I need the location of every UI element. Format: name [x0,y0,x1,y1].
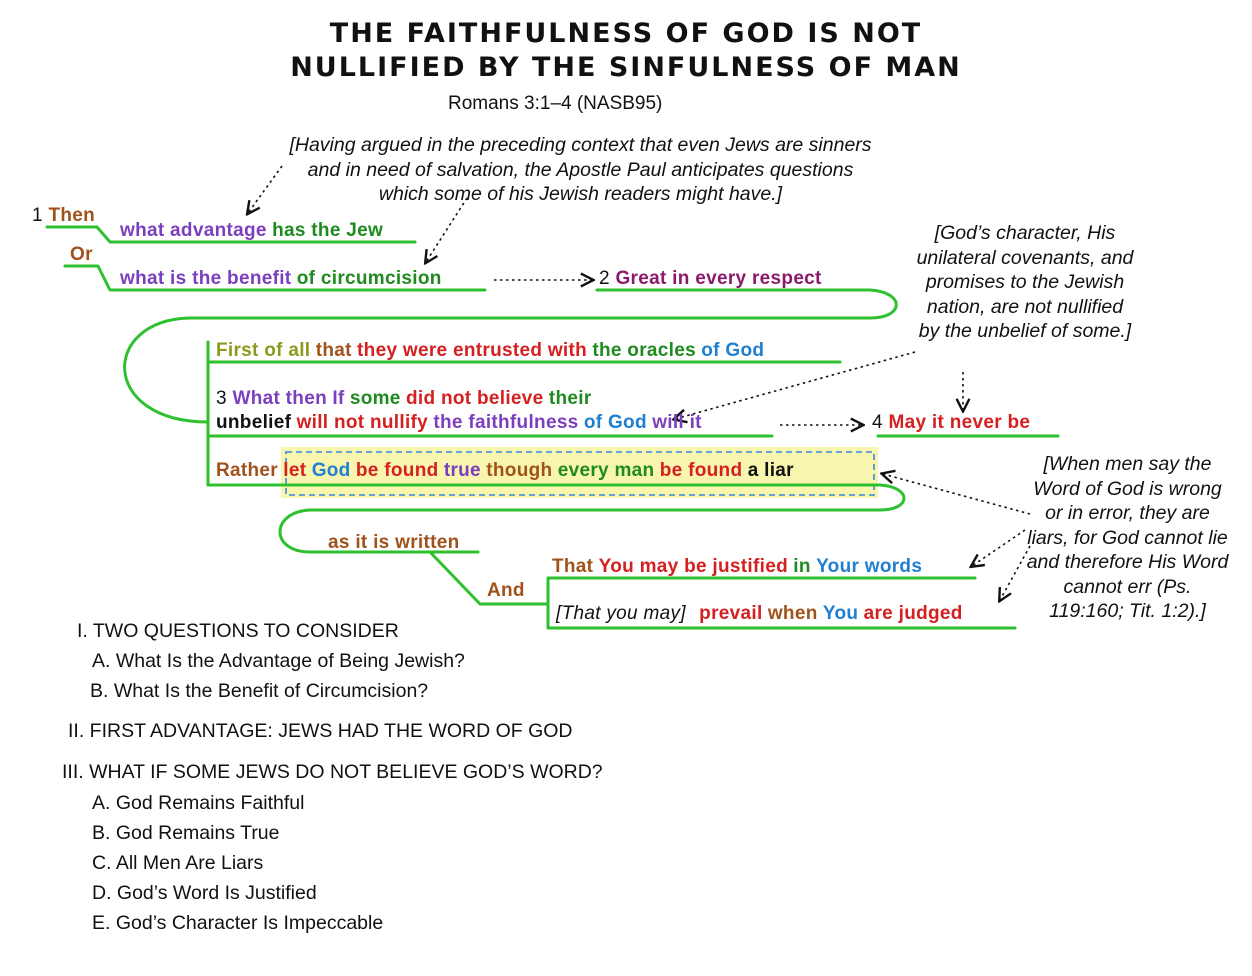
phrase: the oracles [592,340,696,361]
phrase: prevail [699,603,763,624]
phrase: in [793,556,811,577]
justified-line [552,556,922,578]
phrase: be found [659,460,743,481]
phrase: they were entrusted with [357,340,588,361]
verse-3-line-1 [216,388,592,410]
phrase: God [311,460,351,481]
phrase: be found [355,460,439,481]
word-or: Or [70,244,93,265]
phrase: unbelief [216,412,292,433]
phrase: will it [652,412,702,433]
phrase: true [443,460,481,481]
phrase: every man [557,460,655,481]
phrase: a liar [747,460,794,481]
word-then: Then [48,205,96,226]
outline-iii-d: D. God’s Word Is Justified [92,882,317,904]
verse-number-1: 1 [32,205,43,226]
phrase: First of all [216,340,311,361]
note-word: [When men say the Word of God is wrong or in error, they are liars, for God cannot lie and therefore His Word cannot err (Ps. 119:160; Tit. 1:2).] [1026,453,1229,622]
note-intro: [Having argued in the preceding context that even Jews are sinners and in need of salvation, the Apostle Paul anticipates questions which some of his Jewish readers might have.] [289,134,872,205]
title-line-1: THE FAITHFULNESS OF GOD IS NOT [329,18,923,49]
verse-1-intro [32,205,95,227]
phrase: Rather [216,460,278,481]
outline-i-a: A. What Is the Advantage of Being Jewish? [92,650,465,672]
verse-4-answer [872,412,1030,434]
question-advantage [120,220,383,242]
phrase: What then [232,388,327,409]
outline-iii-a: A. God Remains Faithful [92,792,305,814]
verse-number-4: 4 [872,412,883,433]
outline-i: I. TWO QUESTIONS TO CONSIDER [77,620,399,642]
title-line-2: NULLIFIED BY THE SINFULNESS OF MAN [290,52,962,83]
verse-number-2: 2 [599,268,610,289]
phrase: of circumcision [296,268,442,289]
phrase: their [548,388,592,409]
note-character: [God’s character, His unilateral covenants, and promises to the Jewish nation, are not nullified by the unbelief of some.] [916,222,1134,342]
phrase: will not nullify [296,412,429,433]
word-and: And [487,580,525,601]
phrase: has the Jew [272,220,384,241]
as-it-is-written: as it is written [328,532,460,553]
rather-line [216,460,794,482]
phrase: [That you may] [556,603,686,624]
phrase: If [332,388,345,409]
phrase: are judged [863,603,963,624]
phrase: what advantage [120,220,267,241]
outline-iii: III. WHAT IF SOME JEWS DO NOT BELIEVE GOD’S WORD? [62,761,603,783]
outline-iii-b: B. God Remains True [92,822,280,844]
verse-2-answer [599,268,822,290]
phrase: of God [583,412,647,433]
outline-iii-e: E. God’s Character Is Impeccable [92,912,384,934]
phrase: of God [701,340,765,361]
phrase: that [315,340,352,361]
first-of-all-line [216,340,764,362]
phrase: though [486,460,553,481]
phrase: the faithfulness [433,412,579,433]
scripture-reference: Romans 3:1–4 (NASB95) [448,93,663,114]
phrase: did not believe [406,388,544,409]
outline-i-b: B. What Is the Benefit of Circumcision? [90,680,429,702]
phrase: You [822,603,859,624]
phrase: let [283,460,307,481]
phrase: Great in every respect [615,268,822,289]
phrase: Your words [816,556,923,577]
phrase: That [552,556,594,577]
phrase: what is the benefit [120,268,292,289]
verse-number-3: 3 [216,388,227,409]
outline-ii: II. FIRST ADVANTAGE: JEWS HAD THE WORD OF GOD [68,720,573,742]
phrase: May it never be [888,412,1031,433]
question-benefit [120,268,442,290]
phrase: some [349,388,401,409]
phrase: You may be justified [598,556,788,577]
verse-3-line-2 [216,412,702,434]
prevail-line [556,603,963,625]
outline-iii-c: C. All Men Are Liars [92,852,264,874]
phrase: when [767,603,818,624]
